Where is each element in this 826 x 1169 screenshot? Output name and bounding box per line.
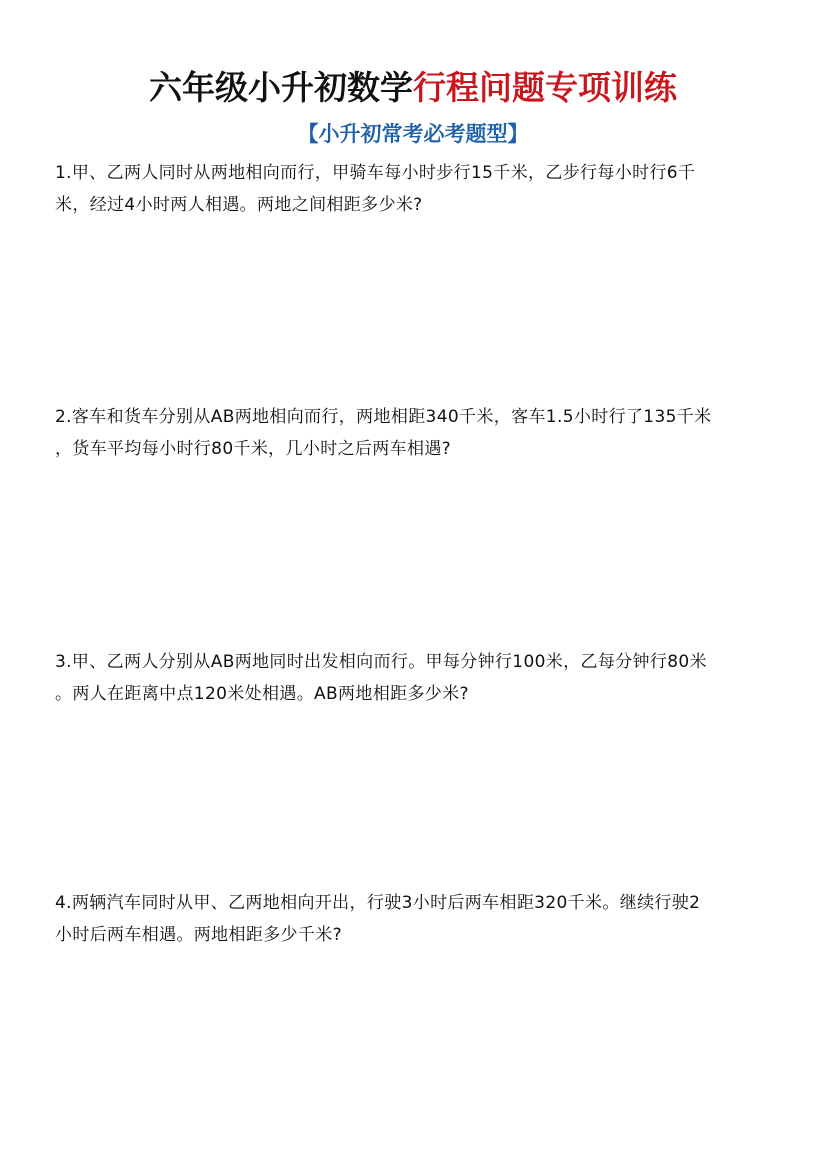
question-line: 3.甲、乙两人分别从AB两地同时出发相向而行。甲每分钟行100米，乙每分钟行80米 (55, 652, 707, 672)
page-title (0, 66, 826, 110)
question-line: 米，经过4小时两人相遇。两地之间相距多少米? (55, 195, 423, 215)
title-main-part: 六年级小升初数学 (149, 68, 413, 107)
question-line: 小时后两车相遇。两地相距多少千米? (55, 925, 342, 945)
question-line: 1.甲、乙两人同时从两地相向而行，甲骑车每小时步行15千米，乙步行每小时行6千 (55, 163, 696, 183)
title-topic-part: 行程问题专项训练 (413, 68, 677, 107)
question-4 (55, 887, 777, 951)
question-3 (55, 646, 777, 710)
question-line: 。两人在距离中点120米处相遇。AB两地相距多少米? (55, 684, 469, 704)
question-2 (55, 401, 777, 465)
question-1 (55, 157, 777, 221)
question-line: ，货车平均每小时行80千米，几小时之后两车相遇? (55, 439, 452, 459)
question-line: 4.两辆汽车同时从甲、乙两地相向开出，行驶3小时后两车相距320千米。继续行驶2 (55, 893, 701, 913)
question-line: 2.客车和货车分别从AB两地相向而行，两地相距340千米，客车1.5小时行了135千米 (55, 407, 712, 427)
page-subtitle: 【小升初常考必考题型】 (297, 122, 529, 146)
